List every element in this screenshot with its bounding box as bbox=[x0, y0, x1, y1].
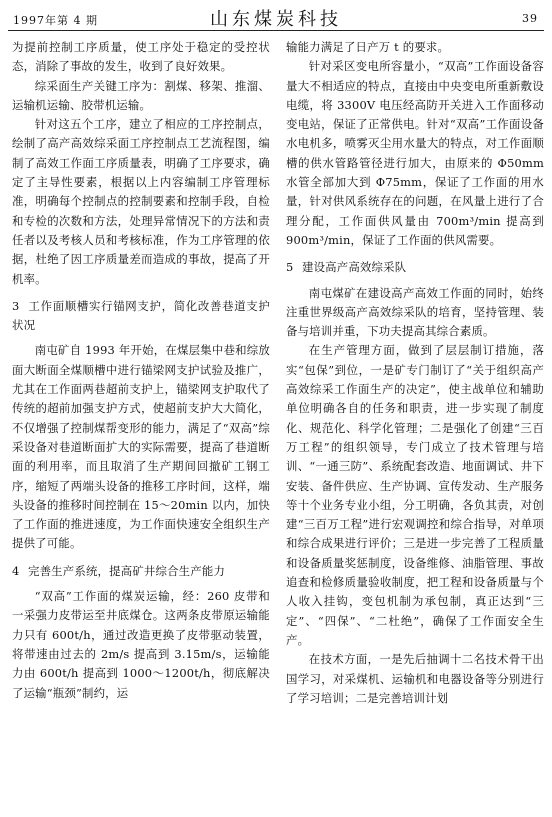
paragraph: 综采面生产关键工序为：割煤、移架、推溜、运输机运输、胶带机运输。 bbox=[12, 78, 270, 112]
paragraph: 在生产管理方面，做到了层层制订措施，落实“包保”到位，一是矿专门制订了“关于组织高产高效综采工作面生产的决定”，使主战单位和辅助单位明确各自的任务和职责，进一步实现了制度化、规范化、科学化管理；二是强化了创建“三百万工程”的组织领导，专门成立了技术管理与培训、“一通三防”、系统配套改造、地面调试、井下安装、备件供应、生产协调、宣传发动、生产服务等十个业务专业小组，分工明确，各负其责，对创建“三百万工程”进行宏观调控和综合指导，对单项和综合成果进行评价；三是进一步完善了工程质量和设备质量奖惩制度，设备维修、油脂管理、事故追查和检修质量验收制度，把工程和设备质量与个人收入挂钩，变包机制为承包制，真正达到“三定”、“四保”、“二杜绝”，确保了工作面安全生产。 bbox=[286, 343, 544, 647]
section-number: 5 bbox=[286, 260, 294, 275]
issue-label: 1997年第 4 期 bbox=[13, 14, 98, 27]
paragraph: 针对采区变电所容量小，“双高”工作面设备容量大不相适应的特点，直接由中央变电所重新敷设电缆，将 3300V 电压经高防开关进入工作面移动变电站，保证了正常供电。针对“双高”工作面设备水电机多，喷雾灭尘用水量大的特点，对工作面顺槽的供水管路管径进行加大，由原来的 Φ50mm 水管全部加大到 Φ75mm，保证了工作面的用水量，针对供风系统存在的问题，在风量上进行了合理分配，工作面供风量由 700m³/min 提高到 900m³/min，保证了工作面的供风需要。 bbox=[286, 59, 544, 247]
section-title: 完善生产系统，提高矿井综合生产能力 bbox=[28, 563, 226, 578]
section-title: 工作面顺槽实行锚网支护，简化改善巷道支护状况 bbox=[12, 298, 270, 333]
paragraph: “双高”工作面的煤炭运输，经：260 皮带和一采强力皮带运至井底煤仓。这两条皮带原运输能力只有 600t/h，通过改造更换了皮带驱动装置，将带速由过去的 2m/s 提高到 3.15m/s，运输能力由 600t/h 提高到 1000～1200t/h，彻底解决了运输“瓶颈”制约，运 bbox=[12, 589, 270, 700]
section-title: 建设高产高效综采队 bbox=[302, 260, 407, 275]
section-heading bbox=[286, 258, 544, 277]
paragraph: 针对这五个工序，建立了相应的工序控制点，绘制了高产高效综采面工序控制点工艺流程图，编制了高效工作面工序质量表，明确了工序要求，确定了主导性要素，根据以上内容编制工序管理标准，明确每个控制点的控制要素和控制手段，自检和专检的次数和方法，处理异常情况下的方法和责任者以及考核人员和考核标准，作为工序管理的依据，杜绝了因工序质量差而造成的事故，提高了开机率。 bbox=[12, 117, 270, 286]
section-number: 3 bbox=[12, 298, 20, 313]
section-number: 4 bbox=[12, 563, 20, 578]
right-column bbox=[286, 38, 544, 780]
paragraph: 在技术方面，一是先后抽调十二名技术骨干出国学习，对采煤机、运输机和电器设备等分别进行了学习培训；二是完善培训计划 bbox=[286, 652, 544, 705]
journal-title: 山东煤炭科技 bbox=[210, 9, 342, 30]
paragraph: 南屯煤矿在建设高产高效工作面的同时，始终注重世界级高产高效综采队的培育，坚持管理、装备与培训并重，下功夫提高其综合素质。 bbox=[286, 285, 544, 339]
paragraph: 南屯矿自 1993 年开始，在煤层集中巷和综放面大断面全煤顺槽中进行锚梁网支护试验及推广，尤其在工作面两巷超前支护上，锚梁网支护取代了传统的超前加强支护方式，使超前支护大大简化，不仅增强了控制煤帮变形的能力，满足了“双高”综采设备对巷道断面扩大的实际需要，提高了巷道断面的利用率，而且取消了生产期间回撤矿工钢工序，缩短了两端头设备的推移工序时间，这样，端头设备的推移时间控制在 15～20min 以内，加快了工作面的推进速度，为工作面快速安全组织生产提供了可能。 bbox=[12, 343, 270, 551]
paragraph: 为提前控制工序质量，使工序处于稳定的受控状态，消除了事故的发生，收到了良好效果。 bbox=[12, 40, 270, 74]
section-heading bbox=[12, 297, 270, 336]
left-column bbox=[12, 38, 270, 780]
page-header bbox=[0, 0, 552, 30]
header-rule bbox=[8, 30, 544, 31]
page-number: 39 bbox=[522, 12, 538, 25]
section-heading bbox=[12, 562, 270, 581]
paragraph: 输能力满足了日产万 t 的要求。 bbox=[286, 40, 450, 54]
